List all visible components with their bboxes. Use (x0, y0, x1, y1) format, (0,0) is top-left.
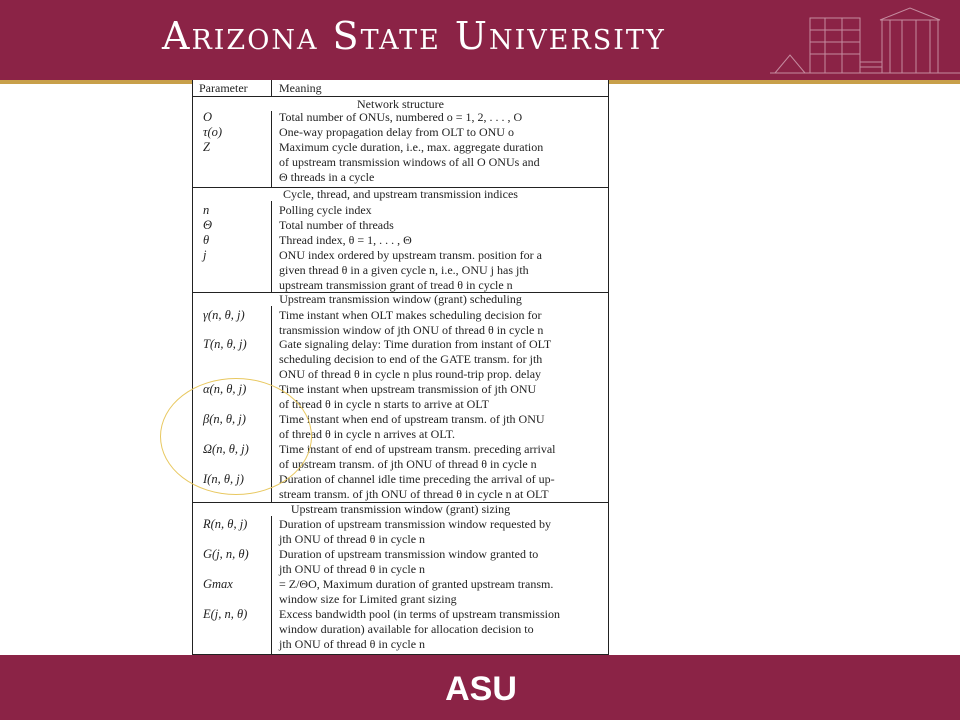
param-meaning: ONU index ordered by upstream transm. position for a given thread θ in a given cycle n, i.e., ONU j has jth upstream transmission grant of tread θ in cycle n (279, 248, 542, 293)
column-divider (271, 516, 272, 654)
param-meaning: Duration of upstream transmission window requested by jth ONU of thread θ in cycle n (279, 517, 551, 547)
param-meaning: Time instant of end of upstream transm. preceding arrival of upstream transm. of jth ONU of thread θ in cycle n (279, 442, 556, 472)
param-symbol: I(n, θ, j) (203, 472, 244, 486)
param-symbol: Gmax (203, 577, 233, 591)
param-meaning: One-way propagation delay from OLT to ONU o (279, 125, 514, 139)
param-symbol: R(n, θ, j) (203, 517, 248, 531)
param-symbol: n (203, 203, 210, 217)
column-divider (271, 111, 272, 187)
param-meaning: Gate signaling delay: Time duration from instant of OLT scheduling decision to end of the GATE transm. for jth ONU of thread θ in cycle n plus round-trip prop. delay (279, 337, 552, 382)
param-symbol: E(j, n, θ) (203, 607, 248, 621)
header-meaning: Meaning (279, 81, 322, 95)
highlight-ellipse (160, 378, 312, 495)
param-symbol: θ (203, 233, 210, 247)
param-meaning: Duration of upstream transmission window granted to jth ONU of thread θ in cycle n (279, 547, 539, 577)
asu-logo-icon (441, 668, 521, 708)
asu-logo-text: ASU (445, 670, 517, 708)
param-meaning: = Z/ΘO, Maximum duration of granted upstream transm. window size for Limited grant sizing (279, 577, 554, 607)
param-symbol: T(n, θ, j) (203, 337, 247, 351)
param-meaning: Time instant when end of upstream transm. of jth ONU of thread θ in cycle n arrives at OLT. (279, 412, 545, 442)
param-symbol: G(j, n, θ) (203, 547, 249, 561)
table-header-row (193, 80, 608, 97)
column-divider (271, 201, 272, 292)
param-meaning: Total number of ONUs, numbered o = 1, 2, . . . , O (279, 110, 523, 124)
column-divider (271, 80, 272, 97)
param-meaning: Polling cycle index (279, 203, 372, 217)
param-meaning: Duration of channel idle time preceding the arrival of up- stream transm. of jth ONU of thread θ in cycle n at OLT (279, 472, 555, 502)
param-meaning: Total number of threads (279, 218, 394, 232)
section-title: Upstream transmission window (grant) sizing (290, 502, 511, 516)
param-symbol: O (203, 110, 213, 124)
param-meaning: Maximum cycle duration, i.e., max. aggregate duration of upstream transmission windows of all O ONUs and Θ threads in a cycle (279, 140, 544, 185)
header-parameter: Parameter (199, 81, 248, 95)
param-symbol: γ(n, θ, j) (203, 308, 245, 322)
param-meaning: Time instant when OLT makes scheduling decision for transmission window of jth ONU of thread θ in cycle n (279, 308, 544, 338)
param-symbol: α(n, θ, j) (203, 382, 247, 396)
param-symbol: Z (203, 140, 210, 154)
section-title: Network structure (357, 97, 444, 111)
param-symbol: j (203, 248, 207, 262)
section-title: Upstream transmission window (grant) scheduling (279, 292, 522, 306)
param-symbol: β(n, θ, j) (203, 412, 246, 426)
param-symbol: τ(o) (203, 125, 223, 139)
param-meaning: Time instant when upstream transmission of jth ONU of thread θ in cycle n starts to arrive at OLT (279, 382, 537, 412)
param-meaning: Thread index, θ = 1, . . . , Θ (279, 233, 412, 247)
building-illustration-icon (770, 0, 960, 80)
university-title: Arizona State University (162, 14, 666, 58)
param-symbol: Θ (203, 218, 213, 232)
section-title: Cycle, thread, and upstream transmission indices (283, 187, 518, 201)
param-meaning: Excess bandwidth pool (in terms of upstream transmission window duration) available for allocation decision to jth ONU of thread θ in cycle n (279, 607, 560, 652)
parameter-table (192, 80, 609, 655)
param-symbol: Ω(n, θ, j) (203, 442, 249, 456)
